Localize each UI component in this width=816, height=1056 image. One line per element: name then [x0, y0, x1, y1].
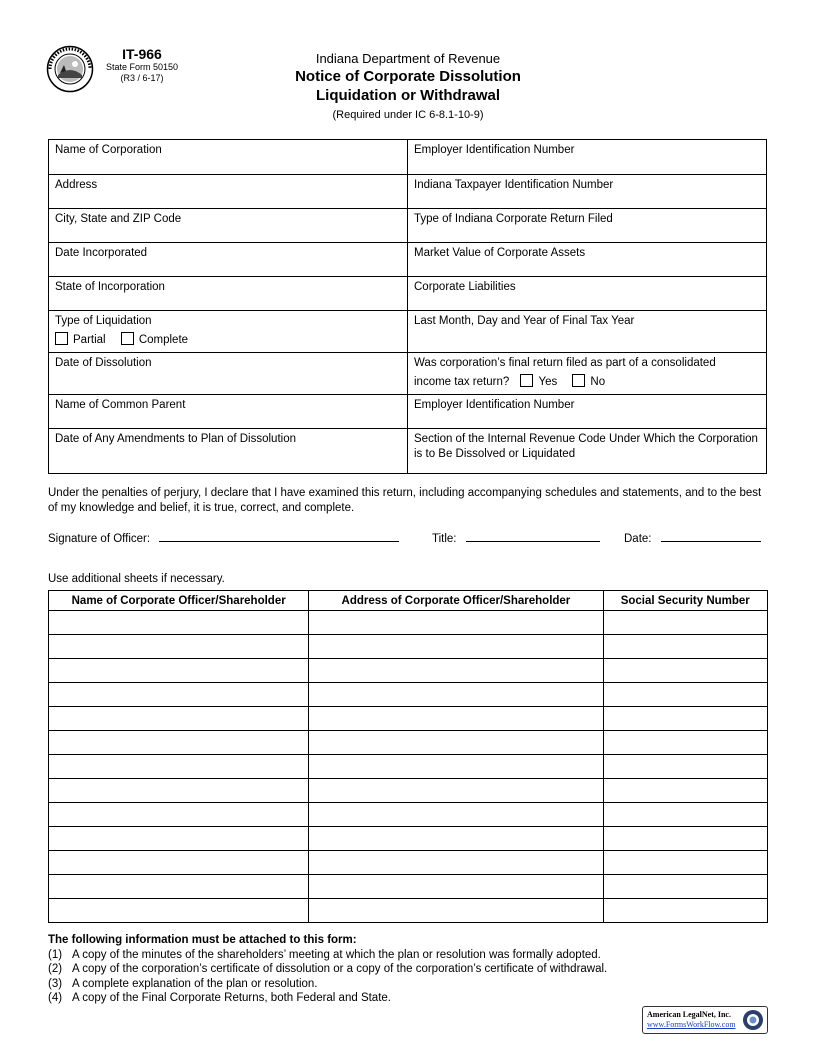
field-label: Market Value of Corporate Assets [414, 247, 586, 259]
additional-sheets-note: Use additional sheets if necessary. [48, 573, 225, 585]
officer-address-cell[interactable] [309, 707, 603, 731]
irc-section-field[interactable] [408, 429, 766, 474]
officer-name-cell[interactable] [49, 635, 309, 659]
column-header-address: Address of Corporate Officer/Shareholder [309, 591, 603, 611]
state-of-incorporation-field[interactable] [49, 277, 408, 311]
date-line[interactable] [661, 530, 761, 542]
table-row [49, 755, 768, 779]
no-label: No [590, 376, 606, 388]
table-row [49, 803, 768, 827]
form-title-line1: Notice of Corporate Dissolution [295, 68, 521, 85]
complete-checkbox[interactable] [121, 332, 134, 345]
signature-row [48, 530, 399, 545]
officer-name-cell[interactable] [49, 683, 309, 707]
partial-label: Partial [73, 334, 106, 346]
officer-address-cell[interactable] [309, 827, 603, 851]
common-parent-field[interactable] [49, 395, 408, 429]
employer-id-field[interactable] [408, 140, 766, 174]
officer-name-cell[interactable] [49, 803, 309, 827]
field-label: Corporate Liabilities [414, 281, 516, 293]
officer-name-cell[interactable] [49, 851, 309, 875]
officer-ssn-cell[interactable] [603, 779, 768, 803]
table-row [49, 899, 768, 923]
field-label: Date Incorporated [55, 247, 148, 259]
officer-ssn-cell[interactable] [603, 899, 768, 923]
table-row [49, 707, 768, 731]
field-label: Address [55, 179, 98, 191]
field-label: Type of Liquidation [55, 315, 152, 327]
officer-ssn-cell[interactable] [603, 875, 768, 899]
officer-address-cell[interactable] [309, 683, 603, 707]
final-tax-year-field[interactable] [408, 311, 766, 353]
logo-url-link[interactable]: www.FormsWorkFlow.com [647, 1020, 736, 1029]
department-name: Indiana Department of Revenue [315, 51, 501, 66]
form-title-line2: Liquidation or Withdrawal [315, 87, 501, 104]
officer-ssn-cell[interactable] [603, 707, 768, 731]
officer-name-cell[interactable] [49, 707, 309, 731]
yes-checkbox[interactable] [520, 374, 533, 387]
table-row [49, 875, 768, 899]
market-value-field[interactable] [408, 243, 766, 277]
signature-label: Signature of Officer: [48, 533, 151, 545]
table-row [49, 779, 768, 803]
list-item: (2) A copy of the corporation’s certificate of dissolution or a copy of the corporation’s certificate of withdrawal. [48, 963, 608, 975]
statute-reference: (Required under IC 6-8.1-10-9) [332, 109, 484, 121]
field-label: Employer Identification Number [414, 399, 575, 411]
officer-address-cell[interactable] [309, 611, 603, 635]
american-legalnet-logo [642, 1006, 768, 1034]
field-label: City, State and ZIP Code [55, 213, 182, 225]
liabilities-field[interactable] [408, 277, 766, 311]
partial-checkbox[interactable] [55, 332, 68, 345]
field-label: Name of Common Parent [55, 399, 186, 411]
officer-ssn-cell[interactable] [603, 803, 768, 827]
consolidated-question-line2: income tax return? [414, 376, 510, 388]
officer-name-cell[interactable] [49, 611, 309, 635]
officer-address-cell[interactable] [309, 851, 603, 875]
officer-address-cell[interactable] [309, 875, 603, 899]
date-row [624, 530, 761, 545]
officer-ssn-cell[interactable] [603, 827, 768, 851]
officer-address-cell[interactable] [309, 779, 603, 803]
indiana-taxpayer-id-field[interactable] [408, 175, 766, 209]
logo-company-name: American LegalNet, Inc. [647, 1010, 731, 1019]
officer-name-cell[interactable] [49, 755, 309, 779]
officer-address-cell[interactable] [309, 635, 603, 659]
globe-icon [742, 1009, 764, 1031]
officer-name-cell[interactable] [49, 659, 309, 683]
date-incorporated-field[interactable] [49, 243, 408, 277]
date-of-dissolution-field[interactable] [49, 353, 408, 395]
address-field[interactable] [49, 175, 408, 209]
title-block [208, 50, 608, 123]
complete-label: Complete [138, 334, 189, 346]
name-of-corporation-field[interactable] [49, 140, 408, 174]
officer-ssn-cell[interactable] [603, 731, 768, 755]
attachments-heading: The following information must be attached to this form: [48, 934, 357, 946]
table-row [49, 635, 768, 659]
perjury-declaration: Under the penalties of perjury, I declare that I have examined this return, including accompanying schedules and statements, and to the best of my knowledge and belief, it is true, correct, and complete. [48, 487, 762, 514]
field-label: State of Incorporation [55, 281, 165, 293]
table-row [49, 683, 768, 707]
title-line[interactable] [466, 530, 600, 542]
officer-address-cell[interactable] [309, 731, 603, 755]
list-item: (1) A copy of the minutes of the shareholders’ meeting at which the plan or resolution was formally adopted. [48, 948, 601, 961]
title-label: Title: [432, 533, 457, 545]
field-label: Type of Indiana Corporate Return Filed [414, 213, 613, 225]
field-label: Last Month, Day and Year of Final Tax Year [414, 315, 635, 327]
field-label: Date of Dissolution [55, 357, 152, 369]
table-row [49, 611, 768, 635]
table-row [49, 731, 768, 755]
officer-name-cell[interactable] [49, 875, 309, 899]
field-label: Date of Any Amendments to Plan of Dissolution [55, 433, 296, 445]
consolidated-return-field [408, 353, 766, 395]
officer-name-cell[interactable] [49, 827, 309, 851]
form-revision: (R3 / 6-17) [120, 73, 164, 83]
officer-ssn-cell[interactable] [603, 755, 768, 779]
officer-name-cell[interactable] [49, 899, 309, 923]
field-label: Employer Identification Number [414, 144, 575, 156]
form-number: IT-966 [122, 46, 162, 62]
officers-table [48, 590, 768, 923]
officer-name-cell[interactable] [49, 779, 309, 803]
officer-ssn-cell[interactable] [603, 683, 768, 707]
attachments-section [48, 933, 607, 1006]
state-form-number: State Form 50150 [105, 62, 179, 72]
table-row [49, 659, 768, 683]
officer-ssn-cell[interactable] [603, 659, 768, 683]
type-of-liquidation-field [49, 311, 408, 353]
officer-ssn-cell[interactable] [603, 635, 768, 659]
officer-name-cell[interactable] [49, 731, 309, 755]
column-header-name: Name of Corporate Officer/Shareholder [49, 591, 309, 611]
officer-ssn-cell[interactable] [603, 611, 768, 635]
officer-address-cell[interactable] [309, 659, 603, 683]
no-checkbox[interactable] [572, 374, 585, 387]
form-id-block [92, 46, 192, 84]
title-row [432, 530, 600, 545]
yes-label: Yes [538, 376, 558, 388]
column-header-ssn: Social Security Number [603, 591, 768, 611]
signature-line[interactable] [159, 530, 399, 542]
corporation-info-table [48, 139, 767, 474]
indiana-state-seal-icon [46, 45, 94, 93]
amendments-date-field[interactable] [49, 429, 408, 474]
field-label: Indiana Taxpayer Identification Number [414, 179, 614, 191]
consolidated-question-line1: Was corporation’s final return filed as part of a consolidated [414, 357, 716, 369]
officer-ssn-cell[interactable] [603, 851, 768, 875]
date-label: Date: [624, 533, 652, 545]
city-state-zip-field[interactable] [49, 209, 408, 243]
officer-address-cell[interactable] [309, 803, 603, 827]
officer-address-cell[interactable] [309, 755, 603, 779]
field-label: Section of the Internal Revenue Code Under Which the Corporation is to Be Dissolved or Liquidated [414, 433, 758, 460]
field-label: Name of Corporation [55, 144, 162, 156]
list-item: (4) A copy of the Final Corporate Returns, both Federal and State. [48, 992, 391, 1004]
table-row [49, 827, 768, 851]
return-type-field[interactable] [408, 209, 766, 243]
parent-employer-id-field[interactable] [408, 395, 766, 429]
table-row [49, 851, 768, 875]
officer-address-cell[interactable] [309, 899, 603, 923]
list-item: (3) A complete explanation of the plan or resolution. [48, 977, 318, 990]
